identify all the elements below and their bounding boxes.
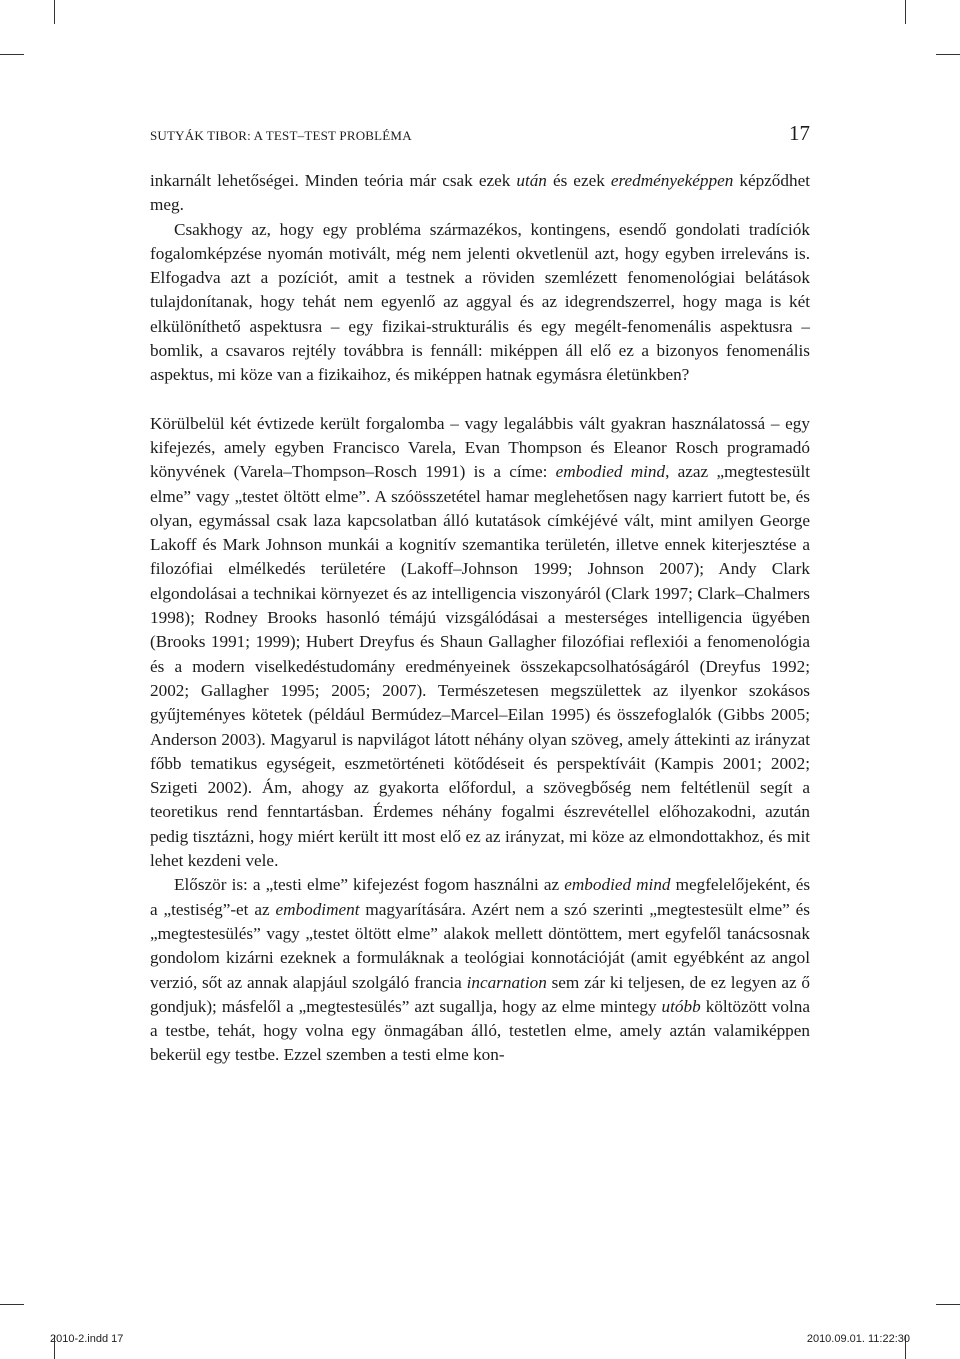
crop-mark — [936, 1304, 960, 1305]
text-run: , azaz „megtestesült elme” vagy „testet öltött elme”. A szóösszetétel hamar meglehetősen nagy karriert futott be, és olyan, egymással csak laza kapcsolatban álló kutatások címkéjévé vált, mint amilyen George Lakoff és Mark Johnson munkái a kognitív szemantika területén, illetve ennek kiterjesztése a filozófiai elmélkedés területére (Lakoff–Johnson 1999; Johnson 2007); Andy Clark elgondolásai a technikai környezet és az intelligencia viszonyáról (Clark 1997; Clark–Chalmers 1998); Rodney Brooks hasonló témájú vizsgálódásai a mesterséges intelligencia ügyében (Brooks 1991; 1999); Hubert Dreyfus és Shaun Gallagher filozófiai reflexiói a fenomenológia és a modern viselkedéstudomány eredményeinek összekapcsolhatóságáról (Dreyfus 1992; 2002; Gallagher 1995; 2005; 2007). Természetesen megszülettek az ilyenkor szokásos gyűjteményes kötetek (például Bermúdez–Marcel–Eilan 1995) és összefoglalók (Gibbs 2005; Anderson 2003). Magyarul is napvilágot látott néhány olyan szöveg, amely áttekinti az irányzat főbb tematikus egységeit, eszmetörténeti kötődéseit és perspektíváit (Kampis 2001; 2002; Szigeti 2002). Ám, ahogy az gyakorta előfordul, a szövegbőség nem feltétlenül segít a teoretikus rend fenntartásban. Érdemes néhány fogalmi észrevétellel előhozakodni, azután pedig tisztázni, hogy miért került itt most elő ez az irányzat, mi köze az elmondottakhoz, és mit lehet kezdeni vele. — [150, 462, 810, 871]
body-text — [150, 169, 810, 1068]
text-run: megfelelőjeként, és a „testiség”-et az — [150, 875, 811, 919]
italic-run: embodied mind — [564, 875, 671, 895]
italic-run: eredményeképpen — [610, 171, 734, 190]
text-run: Először is: a „testi elme” kifejezést fogom használni az — [174, 875, 565, 895]
text-run: sem zár ki teljesen, de ez legyen az ő gondjuk); másfelől a „megtestesülés” azt sugallja, hogy az elme mintegy — [150, 972, 810, 1016]
paragraph — [150, 169, 810, 218]
italic-run: embodiment — [275, 899, 360, 919]
text-run: képződhet meg. — [150, 171, 810, 215]
text-run: Körülbelül két évtizede került forgalomba – vagy legalábbis vált gyakran használatossá – egy kifejezés, amely egyben Francisco Varela, Evan Thompson és Eleanor Rosch programadó könyvének (Varela–Thompson–Rosch 1991) is a címe: — [150, 413, 810, 482]
page-header — [150, 118, 810, 148]
crop-mark — [54, 0, 55, 24]
italic-run: embodied mind — [555, 462, 666, 482]
footer-file-name: 2010-2.indd 17 — [50, 1333, 124, 1345]
italic-run: incarnation — [466, 972, 547, 992]
text-run: Csakhogy az, hogy egy probléma származékos, kontingens, esendő gondolati tradíciók fogalomképzése nyomán motivált, még nem jelenti okvetlenül azt, hogy egyben irreleváns is. Elfogadva azt a pozíciót, amit a testnek a röviden szemlézett fenomenológiai belátások tulajdonítanak, hogy tehát nem egyenlő az aggyal és az idegrendszerrel, hogy maga is két elkülöníthető aspektusra – egy fizikai-strukturális és egy megélt-fenomenális aspektusra – bomlik, a csavaros rejtély továbbra is fennáll: miképpen áll elő ez a bizonyos fenomenális aspektus, mi köze van a fizikaihoz, és miképpen hatnak egymásra életünkben? — [150, 219, 810, 385]
text-run: inkarnált lehetőségei. Minden teória már csak ezek — [150, 171, 517, 190]
text-run: magyarítására. Azért nem a szó szerinti „megtestesült elme” és „megtestesülés” vagy „testet öltött elme” alakok mellett döntöttem, mert egyfelől tanácsosnak gondolom kizárni ezeknek a formuláknak a teológiai konnotációját (amit egyébként az angol verzió, sőt az annak alapjául szolgáló francia — [150, 899, 810, 992]
running-head: SUTYÁK TIBOR: A TEST–TEST PROBLÉMA — [150, 128, 412, 143]
paragraph — [150, 412, 810, 874]
footer-timestamp: 2010.09.01. 11:22:30 — [806, 1333, 910, 1345]
crop-mark — [936, 54, 960, 55]
paragraph — [150, 218, 810, 388]
text-run: és ezek — [546, 171, 611, 190]
crop-mark — [0, 54, 24, 55]
crop-mark — [0, 1304, 24, 1305]
page-number: 17 — [789, 121, 810, 145]
italic-run: utóbb — [661, 996, 701, 1016]
paragraph — [150, 873, 810, 1067]
crop-mark — [905, 0, 906, 24]
italic-run: után — [516, 171, 547, 190]
text-run: költözött volna a testbe, tehát, hogy volna egy önmagában álló, testetlen elme, amely aztán valamiképpen bekerül egy testbe. Ezzel szemben a testi elme kon- — [150, 996, 810, 1065]
